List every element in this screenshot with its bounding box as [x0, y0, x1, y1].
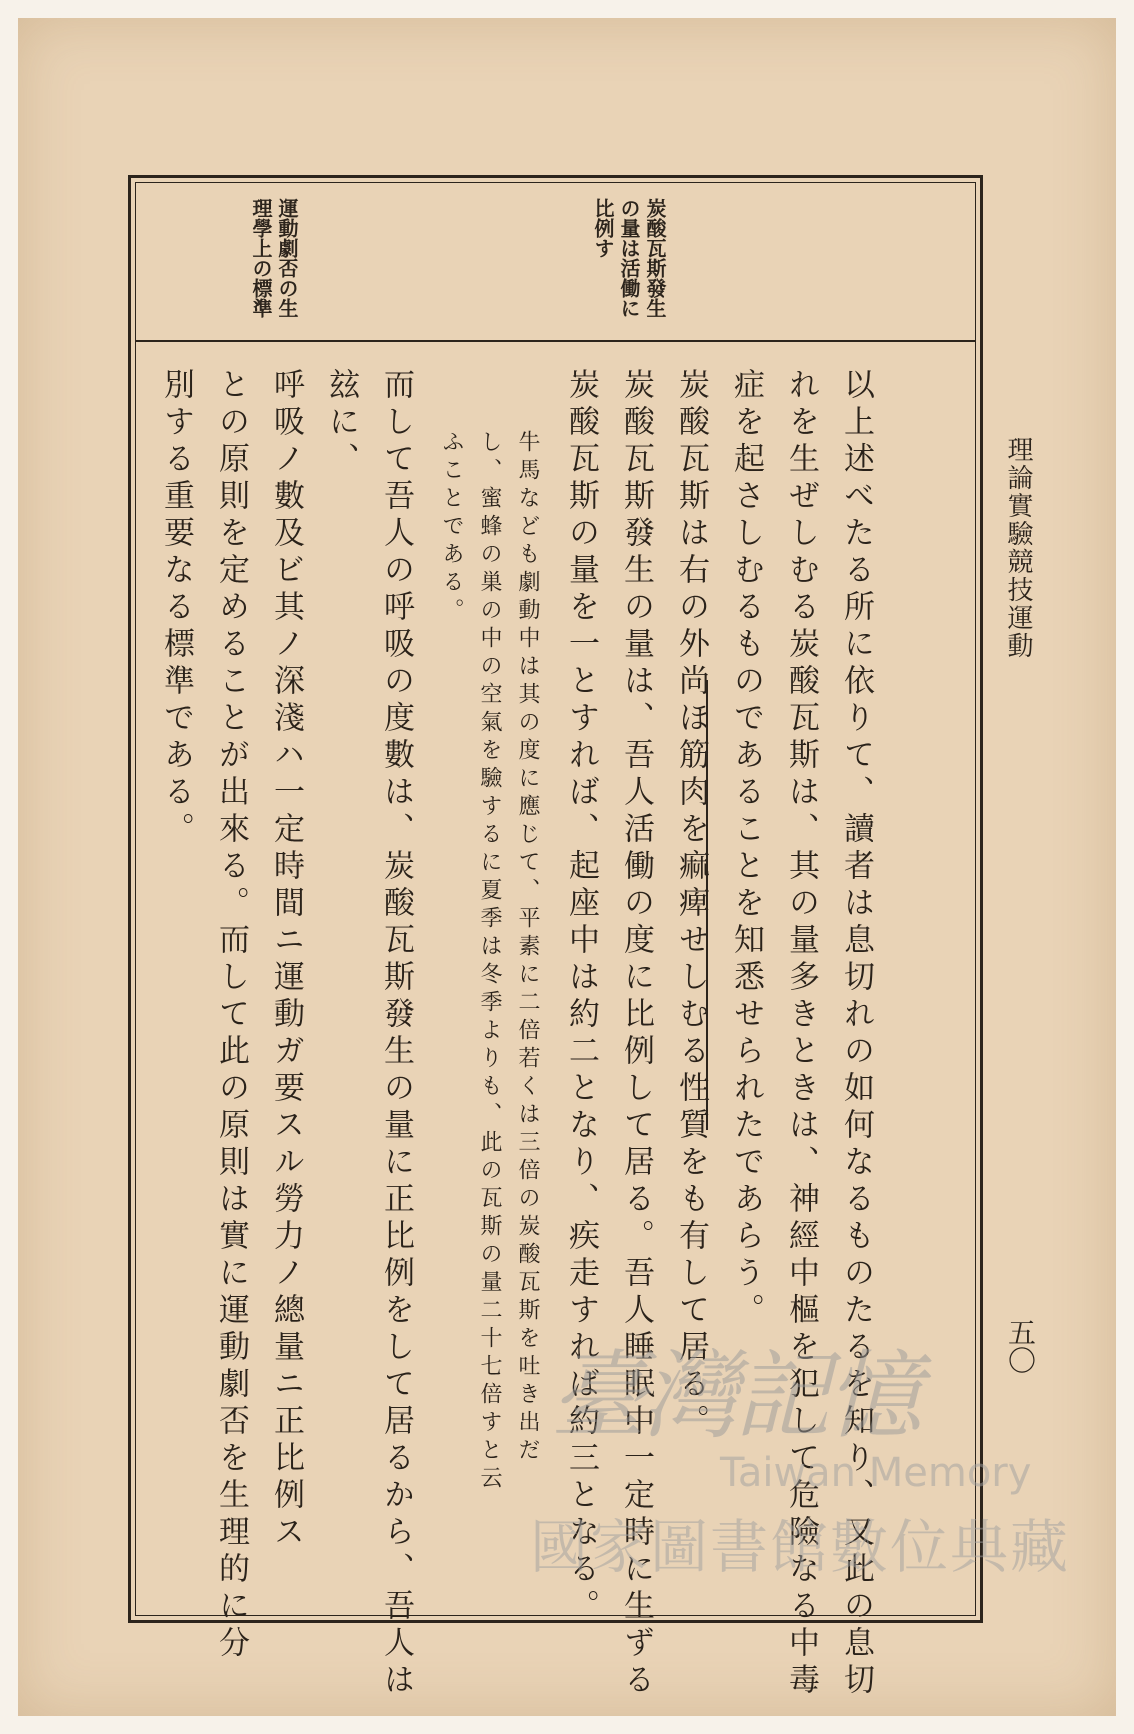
footnote-line: ふことである。	[439, 430, 464, 626]
text-line: 炭酸瓦斯發生の量は、吾人活働の度に比例して居る。吾人睡眠中一定時に生ずる	[618, 368, 654, 1700]
text-line: 玆に、	[323, 368, 359, 479]
watermark-script: 臺灣記憶	[550, 1340, 918, 1452]
watermark-english: Taiwan Memory	[720, 1450, 1032, 1496]
text-line: 而して吾人の呼吸の度數は、炭酸瓦斯發生の量に正比例をして居るから、吾人は	[378, 368, 414, 1700]
library-watermark	[520, 1320, 1120, 1620]
text-line: 炭酸瓦斯の量を一とすれば、起座中は約二となり、疾走すれば約三となる。	[563, 368, 599, 1626]
margin-note: 炭酸瓦斯發生 の量は活働に 比例す	[591, 198, 667, 318]
footnote-rule	[706, 680, 708, 1130]
running-head: 理論實驗競技運動	[1003, 436, 1033, 660]
margin-note: 運動劇否の生 理學上の標準	[249, 198, 299, 318]
text-line: れを生ぜしむる炭酸瓦斯は、其の量多きときは、神經中樞を犯して危險なる中毒	[783, 368, 819, 1700]
text-line: との原則を定めることが出來る。而して此の原則は實に運動劇否を生理的に分	[213, 368, 249, 1663]
text-line: 炭酸瓦斯は右の外尚ほ筋肉を痲痺せしむる性質をも有して居る。	[673, 368, 709, 1441]
principle-line: 呼吸ノ數及ビ其ノ深淺ハ一定時間ニ運動ガ要スル勞力ノ總量ニ正比例ス	[268, 368, 304, 1552]
text-line: 以上述べたる所に依りて、讀者は息切れの如何なるものたるを知り、又此の息切	[838, 368, 874, 1700]
margin-divider	[135, 340, 976, 342]
page-number: 五〇	[1004, 1318, 1037, 1374]
watermark-chinese: 國家圖書館數位典藏	[530, 1513, 1071, 1581]
footnote-line: 牛馬なども劇動中は其の度に應じて、平素に二倍若くは三倍の炭酸瓦斯を吐き出だ	[515, 430, 540, 1466]
text-line: 症を起さしむるものであることを知悉せられたであらう。	[728, 368, 764, 1330]
text-line: 別する重要なる標準である。	[158, 368, 194, 849]
footnote-line: し、蜜蜂の巣の中の空氣を驗するに夏季は冬季よりも、此の瓦斯の量二十七倍すと云	[477, 430, 502, 1494]
